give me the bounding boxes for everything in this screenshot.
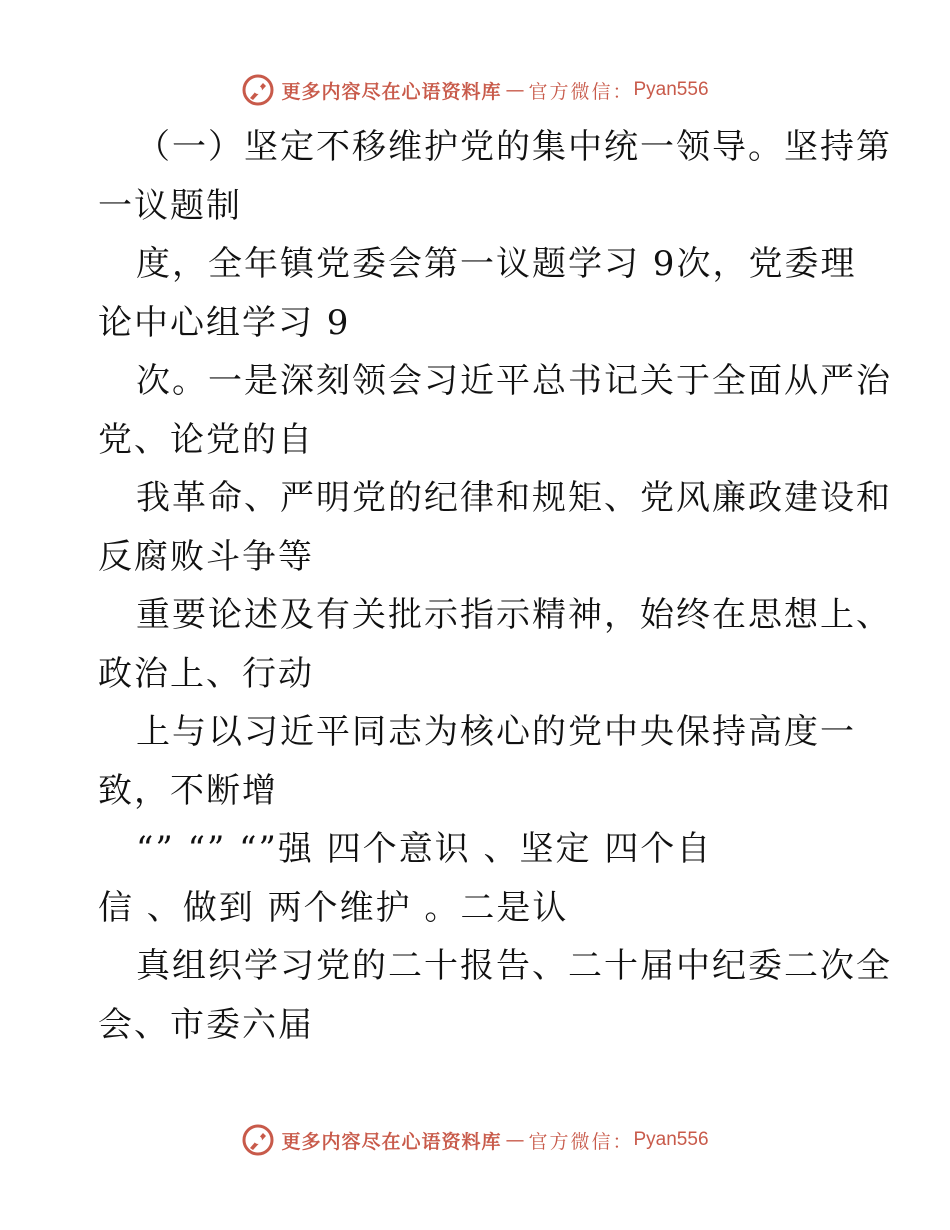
body-line: 信 、做到 两个维护 。二是认 [98,887,569,928]
watermark-wechat-id: Pyan556 [633,1129,709,1150]
body-line: 度，全年镇党委会第一议题学习 9次，党委理 [136,244,857,284]
body-line: 政治上、行动 [98,653,314,694]
body-line: 上与以习近平同志为核心的党中央保持高度一 [136,712,856,752]
watermark-wechat-label: 官方微信： [528,1130,634,1153]
body-line: 我革命、严明党的纪律和规矩、党风廉政建设和 [136,478,892,518]
watermark-brand: 更多内容尽在心语资料库 [281,1130,502,1153]
body-line: 党、论党的自 [98,419,314,460]
quill-logo-icon [241,73,275,107]
watermark-wechat-id: Pyan556 [633,79,709,100]
body-line: 一议题制 [98,185,242,226]
body-line: 真组织学习党的二十报告、二十届中纪委二次全 [136,946,892,986]
body-line: 反腐败斗争等 [98,536,314,577]
document-body [98,118,892,1054]
watermark-separator: — [505,79,525,101]
body-line: 次。一是深刻领会习近平总书记关于全面从严治 [136,361,892,401]
watermark-wechat-label: 官方微信： [528,80,634,103]
body-line: “” “” “”强 四个意识 、坚定 四个自 [136,829,713,869]
body-line: （一）坚定不移维护党的集中统一领导。坚持第 [136,127,892,167]
body-line: 论中心组学习 9 [98,302,351,343]
footer-watermark [0,1122,950,1158]
watermark-brand: 更多内容尽在心语资料库 [281,80,502,103]
body-line: 重要论述及有关批示指示精神，始终在思想上、 [136,595,892,635]
body-line: 致，不断增 [98,770,278,811]
body-line: 会、市委六届 [98,1004,314,1045]
watermark-separator: — [505,1129,525,1151]
quill-logo-icon [241,1123,275,1157]
header-watermark [0,72,950,108]
